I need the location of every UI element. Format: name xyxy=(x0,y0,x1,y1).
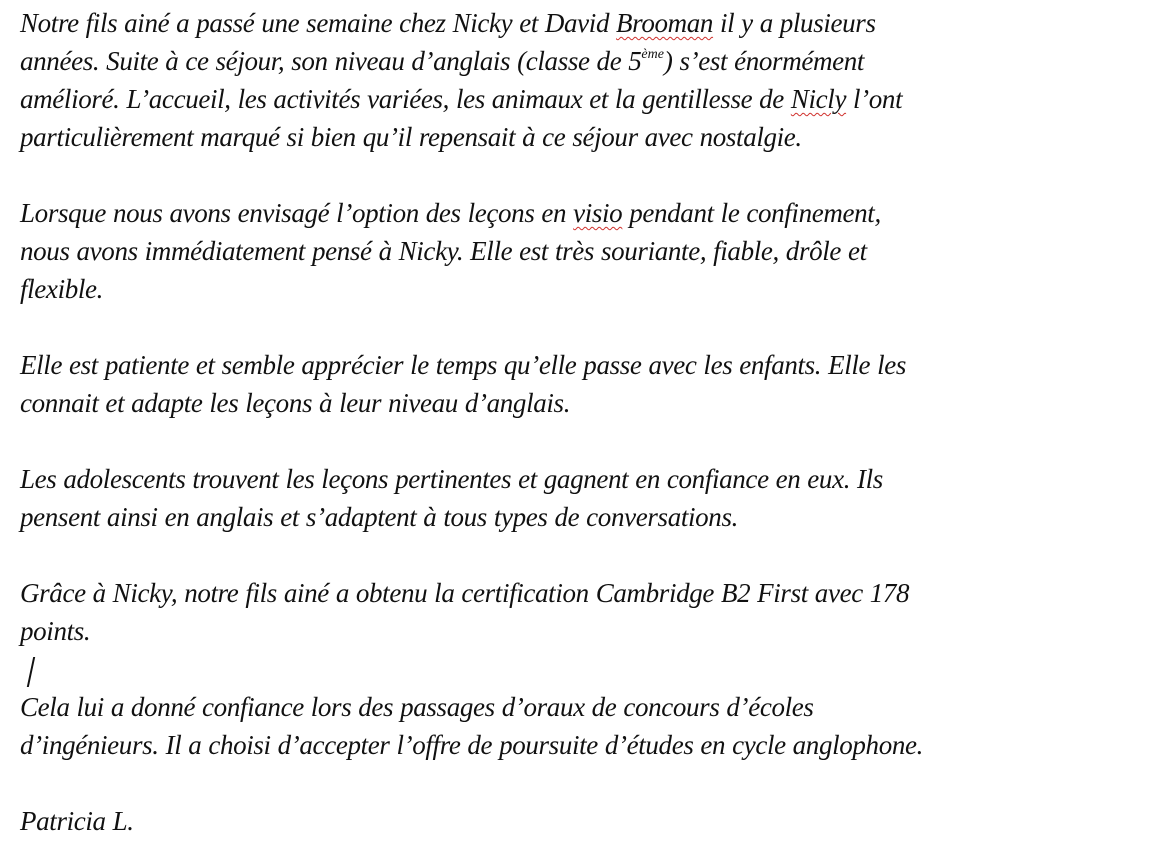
text-line xyxy=(20,232,1145,270)
text-line xyxy=(20,574,1145,612)
text-run: années. Suite à ce séjour, son niveau d’anglais (classe de 5 xyxy=(20,46,642,76)
text-line xyxy=(20,612,1145,650)
text-line xyxy=(20,80,1145,118)
text-run: Elle est patiente et semble apprécier le temps qu’elle passe avec les enfants. Elle les xyxy=(20,350,907,380)
text-line xyxy=(20,384,1145,422)
paragraph xyxy=(20,688,1145,764)
text-run: nous avons immédiatement pensé à Nicky. Elle est très souriante, fiable, drôle et xyxy=(20,236,867,266)
spellcheck-flagged-word[interactable]: Brooman xyxy=(616,8,714,38)
spellcheck-flagged-word[interactable]: Nicly xyxy=(790,84,847,114)
text-run: amélioré. L’accueil, les activités variées, les animaux et la gentillesse de xyxy=(20,84,791,114)
text-line xyxy=(20,42,1145,80)
text-run: flexible. xyxy=(20,274,104,304)
text-line xyxy=(20,498,1145,536)
paragraph xyxy=(20,4,1145,156)
text-run: Patricia L. xyxy=(20,806,134,836)
superscript-ordinal: ème xyxy=(641,47,664,62)
text-run: il y a plusieurs xyxy=(713,8,876,38)
spellcheck-flagged-word[interactable]: visio xyxy=(573,198,623,228)
text-run: pensent ainsi en anglais et s’adaptent à tous types de conversations. xyxy=(20,502,738,532)
text-run: connait et adapte les leçons à leur niveau d’anglais. xyxy=(20,388,571,418)
signature-paragraph xyxy=(20,802,1145,840)
empty-line[interactable] xyxy=(20,650,1145,688)
text-run: Lorsque nous avons envisagé l’option des leçons en xyxy=(20,198,574,228)
text-line xyxy=(20,194,1145,232)
paragraph xyxy=(20,346,1145,422)
text-line xyxy=(20,688,1145,726)
text-line xyxy=(20,726,1145,764)
paragraph xyxy=(20,574,1145,650)
text-run: Grâce à Nicky, notre fils ainé a obtenu la certification Cambridge B2 First avec 178 xyxy=(20,578,910,608)
text-line xyxy=(20,270,1145,308)
text-run: Les adolescents trouvent les leçons pertinentes et gagnent en confiance en eux. Ils xyxy=(20,464,883,494)
text-line xyxy=(20,460,1145,498)
text-line xyxy=(20,118,1145,156)
text-cursor-icon xyxy=(27,657,35,687)
text-run: pendant le confinement, xyxy=(622,198,881,228)
paragraph xyxy=(20,194,1145,308)
text-line xyxy=(20,4,1145,42)
text-run: d’ingénieurs. Il a choisi d’accepter l’offre de poursuite d’études en cycle anglophone. xyxy=(20,730,924,760)
text-run: Cela lui a donné confiance lors des passages d’oraux de concours d’écoles xyxy=(20,692,814,722)
text-line xyxy=(20,802,1145,840)
text-run: points. xyxy=(20,616,91,646)
text-run: l’ont xyxy=(846,84,903,114)
text-run: Notre fils ainé a passé une semaine chez Nicky et David xyxy=(20,8,617,38)
text-run: particulièrement marqué si bien qu’il repensait à ce séjour avec nostalgie. xyxy=(20,122,802,152)
text-run: ) s’est énormément xyxy=(663,46,865,76)
paragraph xyxy=(20,460,1145,536)
text-line xyxy=(20,346,1145,384)
document-body[interactable] xyxy=(20,4,1145,840)
